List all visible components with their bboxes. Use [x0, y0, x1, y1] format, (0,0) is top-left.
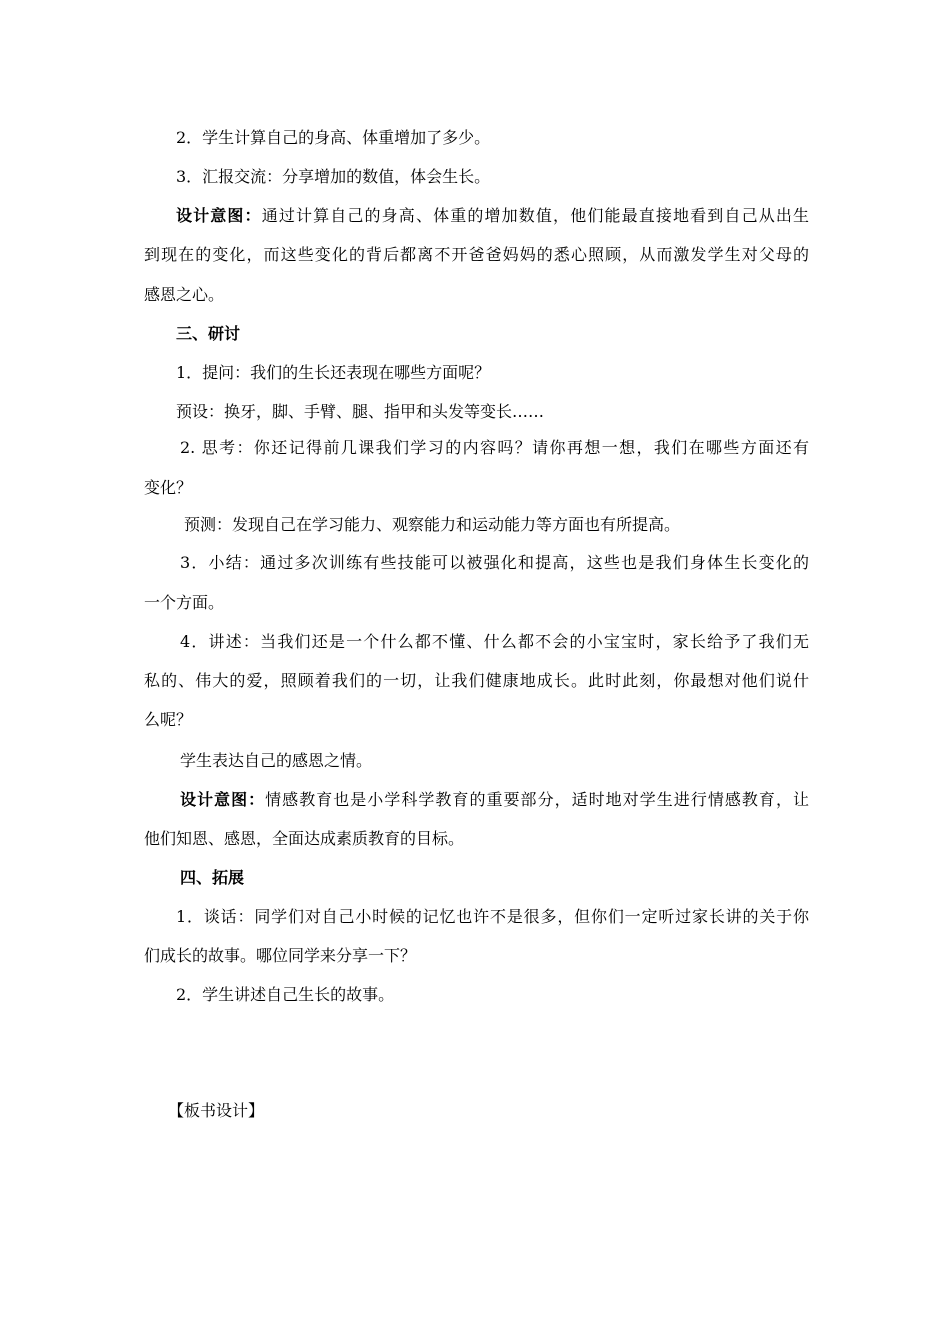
section-heading-extend: 四、拓展	[180, 868, 245, 887]
paragraph-talk-line-2: 们成长的故事。哪位同学来分享一下？	[144, 946, 417, 965]
paragraph-item-3: 3．汇报交流：分享增加的数值，体会生长。	[176, 167, 491, 186]
paragraph-think-line-2: 变化？	[144, 478, 193, 497]
paragraph-narrate-line-3: 么呢？	[144, 710, 193, 729]
paragraph-question: 1．提问：我们的生长还表现在哪些方面呢？	[176, 363, 491, 382]
paragraph-preset: 预设：换牙，脚、手臂、腿、指甲和头发等变长……	[176, 402, 545, 421]
paragraph-summary-line-2: 一个方面。	[144, 593, 225, 612]
paragraph-talk-line-1: 1．谈话：同学们对自己小时候的记忆也许不是很多，但你们一定听过家长讲的关于你	[176, 907, 809, 926]
design-intent-label: 设计意图：	[176, 206, 262, 225]
paragraph-summary-line-1: 3．小结：通过多次训练有些技能可以被强化和提高，这些也是我们身体生长变化的	[180, 553, 809, 572]
paragraph-narrate-line-2: 私的、伟大的爱，照顾着我们的一切，让我们健康地成长。此时此刻，你最想对他们说什	[144, 671, 809, 690]
section-heading-discuss: 三、研讨	[176, 324, 241, 343]
paragraph-express: 学生表达自己的感恩之情。	[180, 751, 373, 770]
design-intent-text: 情感教育也是小学科学教育的重要部分，适时地对学生进行情感教育，让	[265, 790, 809, 809]
paragraph-narrate-line-1: 4．讲述：当我们还是一个什么都不懂、什么都不会的小宝宝时，家长给予了我们无	[180, 632, 809, 651]
design-intent-text: 通过计算自己的身高、体重的增加数值，他们能最直接地看到自己从出生	[261, 206, 809, 225]
paragraph-story: 2．学生讲述自己生长的故事。	[176, 985, 395, 1004]
board-design-title: 【板书设计】	[168, 1101, 265, 1120]
design-intent-paragraph-1	[176, 206, 809, 226]
design-intent-paragraph-2	[180, 790, 809, 810]
paragraph-predict: 预测：发现自己在学习能力、观察能力和运动能力等方面也有所提高。	[184, 515, 681, 534]
design-intent-label: 设计意图：	[180, 790, 266, 809]
design-intent-paragraph-1-line-2: 到现在的变化，而这些变化的背后都离不开爸爸妈妈的悉心照顾，从而激发学生对父母的	[144, 245, 809, 264]
design-intent-paragraph-2-line-2: 他们知恩、感恩，全面达成素质教育的目标。	[144, 829, 465, 848]
paragraph-think-line-1: 2. 思考：你还记得前几课我们学习的内容吗？请你再想一想，我们在哪些方面还有	[180, 438, 809, 457]
design-intent-paragraph-1-line-3: 感恩之心。	[144, 285, 225, 304]
paragraph-item-2: 2．学生计算自己的身高、体重增加了多少。	[176, 128, 491, 147]
